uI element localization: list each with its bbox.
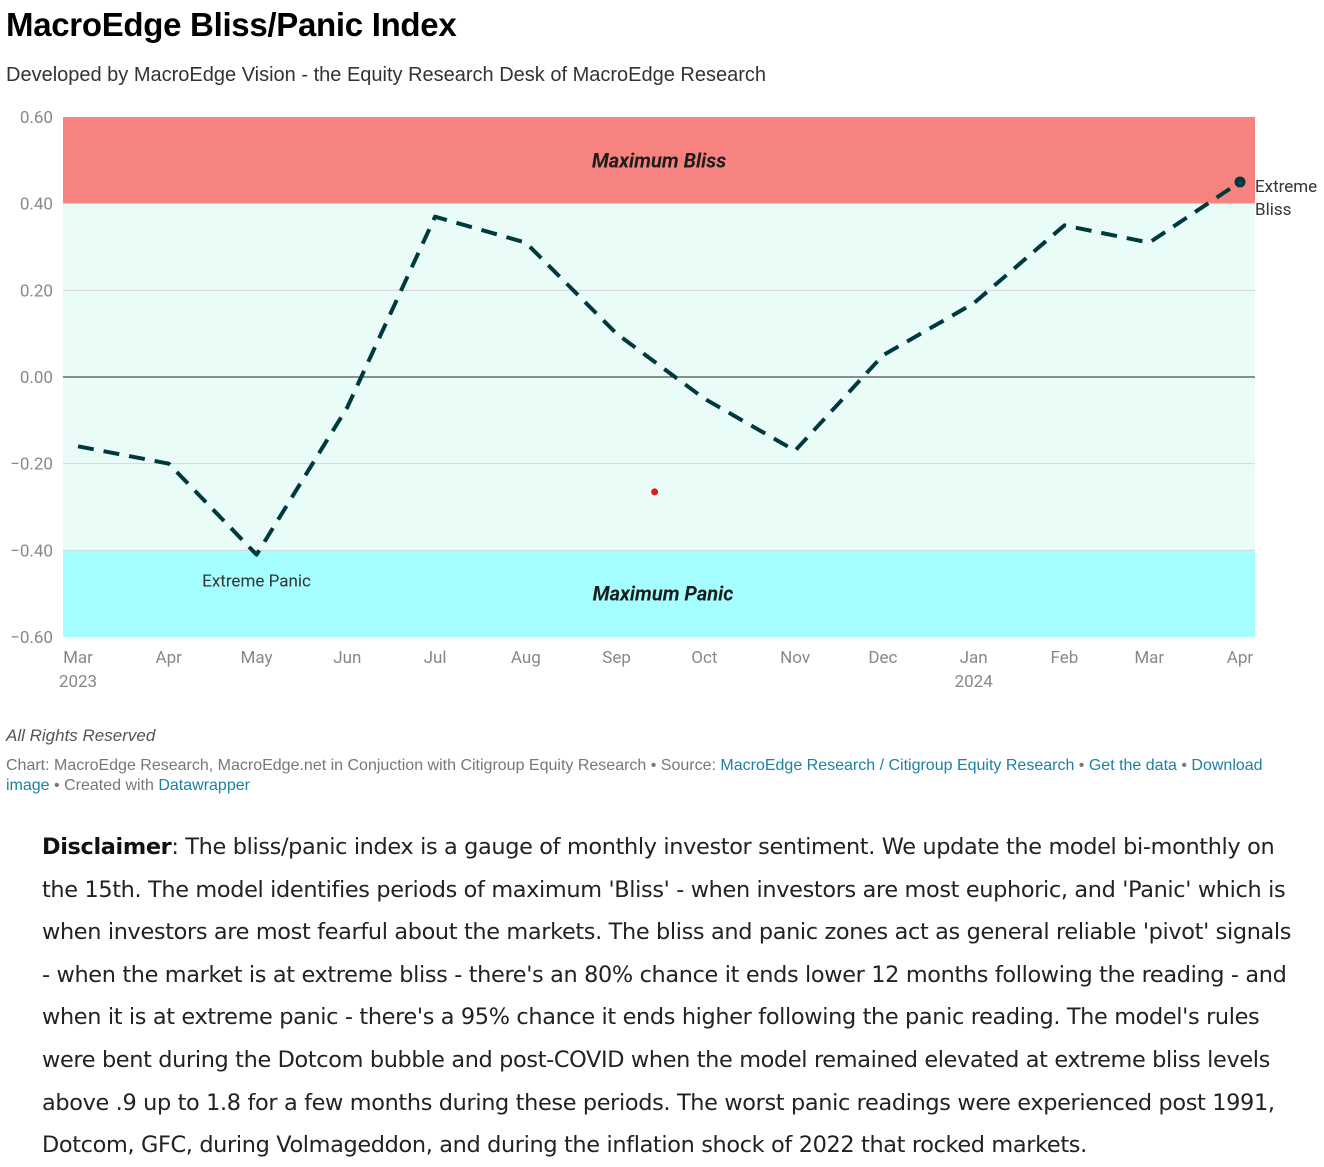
bliss-panic-chart (0, 100, 1324, 700)
x-tick-label: Mar (1134, 648, 1165, 668)
x-tick-label: Jan (959, 648, 988, 668)
x-tick-label: Nov (780, 648, 811, 668)
separator: • Created with (49, 777, 159, 794)
disclaimer-label: Disclaimer (42, 834, 172, 860)
disclaimer-text: : The bliss/panic index is a gauge of monthly investor sentiment. We update the model bi-monthly on the 15th. The model identifies periods of maximum 'Bliss' - when investors are most euphoric, and 'Panic' which is when investors are most fearful about the markets. The bliss and panic zones act as general reliable 'pivot' signals - when the market is at extreme bliss - there's an 80% chance it ends lower 12 months following the reading - and when it is at extreme panic - there's a 95% chance it ends higher following the panic reading. The model's rules were bent during the Dotcom bubble and post-COVID when the model remained elevated at extreme bliss levels above .9 up to 1.8 for a few months during these periods. The worst panic readings were experienced post 1991, Dotcom, GFC, during Volmageddon, and during the inflation shock of 2022 that rocked markets. (42, 834, 1292, 1159)
chart-title: MacroEdge Bliss/Panic Index (6, 6, 457, 43)
chart-subtitle: Developed by MacroEdge Vision - the Equity Research Desk of MacroEdge Research (6, 64, 767, 86)
chart-credit-text: Chart: MacroEdge Research, MacroEdge.net in Conjuction with Citigroup Equity Research (6, 757, 647, 774)
zone-label-panic: Maximum Panic (592, 581, 734, 606)
y-tick-label: −0.40 (10, 541, 53, 562)
annotation-extreme-bliss: Bliss (1255, 200, 1292, 220)
datawrapper-link[interactable]: Datawrapper (158, 777, 250, 794)
x-tick-label: Dec (868, 648, 898, 668)
zone-label-bliss: Maximum Bliss (591, 148, 727, 173)
separator: • (1176, 757, 1192, 774)
x-tick-label: Oct (691, 648, 718, 668)
annotation-extreme-bliss: Extreme (1255, 177, 1318, 197)
x-tick-label: Sep (602, 648, 631, 668)
y-tick-label: −0.20 (10, 454, 53, 475)
annotation-extreme-panic: Extreme Panic (202, 571, 311, 592)
separator: • Source: (646, 757, 721, 774)
y-tick-label: −0.60 (10, 628, 53, 648)
rights-reserved: All Rights Reserved (6, 726, 156, 745)
x-tick-year: 2024 (954, 672, 993, 692)
x-tick-label: Mar (63, 648, 93, 668)
x-tick-label: Apr (155, 648, 182, 668)
x-tick-year: 2023 (58, 672, 98, 692)
x-tick-label: Feb (1050, 648, 1079, 668)
get-data-link[interactable]: Get the data (1088, 757, 1177, 774)
y-tick-label: 0.40 (19, 194, 53, 215)
source-link[interactable]: MacroEdge Research / Citigroup Equity Research (720, 757, 1075, 774)
x-tick-label: Jul (423, 648, 447, 668)
extra-point (651, 488, 658, 495)
x-tick-label: May (240, 648, 273, 668)
download-image-link[interactable]: Download image (6, 757, 1263, 794)
x-tick-label: Aug (510, 648, 541, 668)
y-tick-label: 0.60 (19, 108, 53, 128)
x-tick-label: Jun (333, 648, 362, 668)
separator: • (1074, 757, 1089, 774)
data-point (1235, 177, 1246, 188)
y-tick-label: 0.00 (19, 368, 53, 388)
disclaimer (42, 826, 1304, 1167)
x-tick-label: Apr (1226, 648, 1254, 668)
chart-credits (6, 756, 1306, 796)
y-tick-label: 0.20 (19, 281, 53, 302)
